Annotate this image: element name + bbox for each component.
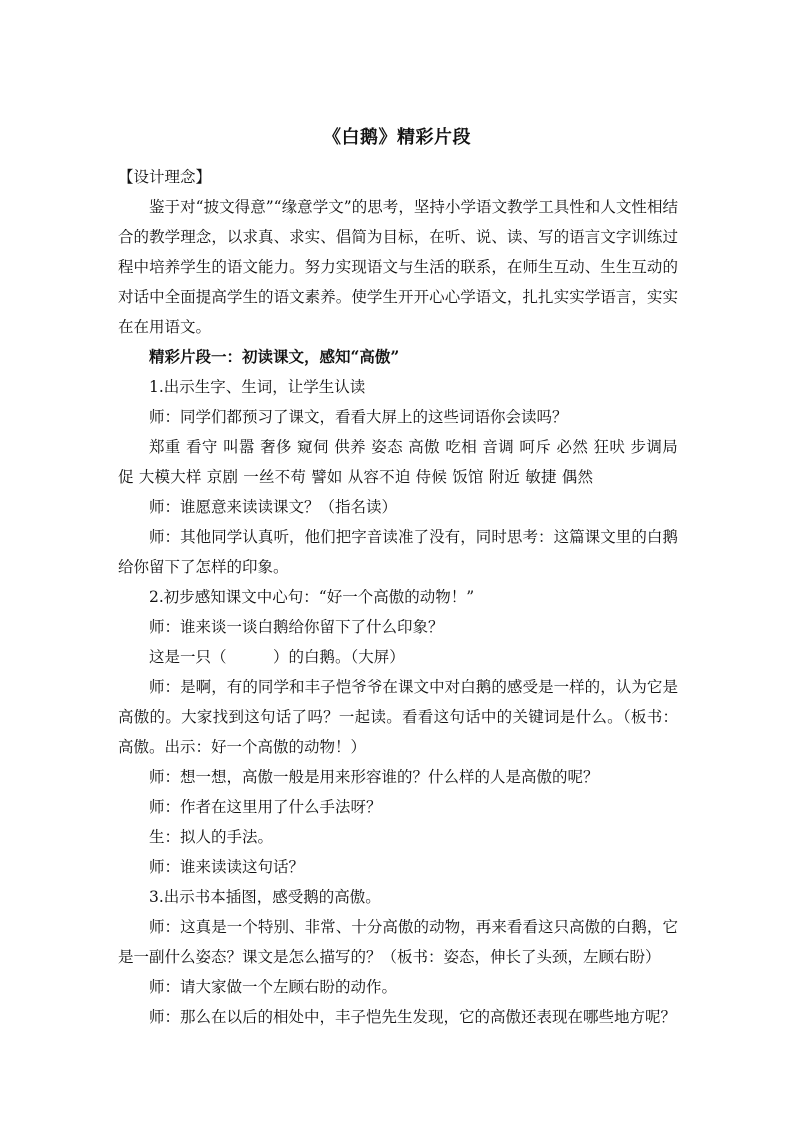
teacher-line: 师：谁愿意来读读课文？（指名读） <box>149 498 398 516</box>
section-heading-design-concept: 【设计理念】 <box>118 168 212 186</box>
segment-heading-1: 精彩片段一：初读课文，感知“高傲” <box>149 347 400 366</box>
teacher-line: 师：同学们都预习了课文，看看大屏上的这些词语你会读吗？ <box>149 408 568 426</box>
step-2-heading: 2.初步感知课文中心句：“好一个高傲的动物！” <box>149 588 475 606</box>
document-body <box>118 162 678 1032</box>
teacher-line: 师：谁来读读这句话？ <box>149 858 305 876</box>
step-1-heading: 1.出示生字、生词，让学生认读 <box>149 378 366 396</box>
vocabulary-list: 郑重 看守 叫嚣 奢侈 窥伺 供养 姿态 高傲 吃相 音调 呵斥 必然 狂吠 步调局促 大模大样 京剧 一丝不苟 譬如 从容不迫 侍候 饭馆 附近 敏捷 偶然 <box>118 438 678 486</box>
student-line: 生：拟人的手法。 <box>149 828 274 846</box>
step-3-heading: 3.出示书本插图，感受鹅的高傲。 <box>149 888 381 906</box>
teacher-line: 师：其他同学认真听，他们把字音读准了没有，同时思考：这篇课文里的白鹅给你留下了怎样的印象。 <box>118 528 678 576</box>
teacher-line: 师：想一想，高傲一般是用来形容谁的？什么样的人是高傲的呢？ <box>149 768 599 786</box>
fill-in-sentence: 这是一只（ ）的白鹅。（大屏） <box>149 648 405 666</box>
teacher-line: 师：这真是一个特别、非常、十分高傲的动物，再来看看这只高傲的白鹅，它是一副什么姿态？课文是怎么描写的？（板书：姿态，伸长了头颈，左顾右盼） <box>118 918 678 966</box>
teacher-line: 师：是啊，有的同学和丰子恺爷爷在课文中对白鹅的感受是一样的，认为它是高傲的。大家找到这句话了吗？一起读。看看这句话中的关键词是什么。（板书：高傲。出示：好一个高傲的动物！） <box>118 678 678 756</box>
teacher-line: 师：作者在这里用了什么手法呀？ <box>149 798 382 816</box>
teacher-line: 师：请大家做一个左顾右盼的动作。 <box>149 978 398 996</box>
paragraph-design-concept: 鉴于对“披文得意”“缘意学文”的思考，坚持小学语文教学工具性和人文性相结合的教学理念，以求真、求实、倡简为目标，在听、说、读、写的语言文字训练过程中培养学生的语文能力。努力实现语文与生活的联系，在师生互动、生生互动的对话中全面提高学生的语文素养。使学生开开心心学语文，扎扎实实学语言，实实在在用语文。 <box>118 198 678 336</box>
document-title: 《白鹅》精彩片段 <box>323 127 471 148</box>
teacher-line: 师：谁来谈一谈白鹅给你留下了什么印象？ <box>149 618 444 636</box>
teacher-line: 师：那么在以后的相处中，丰子恺先生发现，它的高傲还表现在哪些地方呢？ <box>149 1008 677 1026</box>
